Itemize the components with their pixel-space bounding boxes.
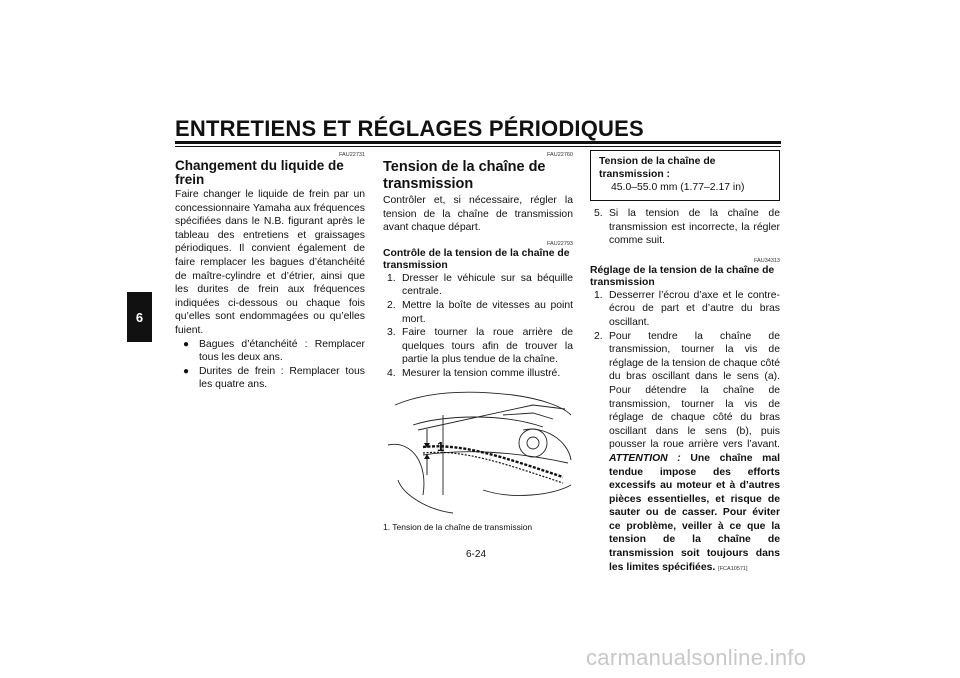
- step-item: [383, 299, 573, 326]
- step-number: 2.: [387, 299, 396, 311]
- step-item: [590, 207, 780, 248]
- figure-callout-label: 1: [437, 438, 445, 454]
- spec-box-value: 45.0–55.0 mm (1.77–2.17 in): [611, 182, 745, 193]
- column-chain-tension: [383, 150, 573, 535]
- watermark: carmanualsonline.info: [586, 645, 807, 670]
- step-number: 5.: [594, 208, 603, 219]
- section-code: FAU22731: [339, 152, 365, 158]
- step-item: [590, 289, 780, 330]
- paragraph: Faire changer le liquide de frein par un concessionnaire Yamaha aux fréquences spécifiées dans le N.B. figurant après le tableau des entretiens et graissages périodiques. Il convient également de faire remplacer les bagues d’étanchéité de maître-cylindre et d’étrier, ainsi que les durites de frein aux fréquences indiquées ci-dessous ou chaque fois qu’elles sont endommagées ou qu’elles fuient.: [175, 189, 365, 336]
- step-text: Si la tension de la chaîne de transmission est incorrecte, la régler comme suit.: [609, 208, 780, 247]
- step-text: Desserrer l’écrou d’axe et le contre-écrou de part et d’autre du bras oscillant.: [609, 289, 780, 328]
- bullet-icon: ●: [183, 365, 190, 377]
- step-number: 1.: [387, 272, 396, 284]
- chain-illustration: [383, 385, 573, 515]
- attention-code: [FCA10571]: [718, 565, 748, 572]
- page-number: 6-24: [466, 549, 487, 560]
- subsection-code: FAU22793: [547, 240, 573, 247]
- spec-box: [590, 150, 780, 201]
- bullet-item: [175, 338, 365, 365]
- column-brake-fluid: [175, 150, 365, 392]
- step-text: Faire tourner la roue arrière de quelques tours afin de trouver la partie la plus tendue de la chaîne.: [402, 327, 573, 366]
- title-rule: [175, 141, 781, 144]
- column-chain-adjust: [590, 150, 780, 576]
- section-heading: Tension de la chaîne de transmission: [383, 159, 546, 192]
- subsection-code: FAU34313: [754, 257, 780, 264]
- step-number: 1.: [594, 289, 603, 301]
- step-number: 4.: [387, 367, 396, 379]
- subsection-heading: Réglage de la tension de la chaîne de transmission: [590, 264, 775, 288]
- attention-label: ATTENTION :: [609, 452, 681, 464]
- title-rule-thin: [175, 146, 781, 147]
- step-item: [590, 330, 780, 577]
- subsection-heading: Contrôle de la tension de la chaîne de transmission: [383, 247, 570, 271]
- spec-box-title: Tension de la chaîne de transmission :: [599, 156, 716, 180]
- step-number: 3.: [387, 327, 396, 339]
- bullet-text: Bagues d’étanchéité : Remplacer tous les deux ans.: [199, 338, 365, 364]
- section-heading: Changement du liquide de frein: [175, 158, 344, 187]
- step-text: Mesurer la tension comme illustré.: [402, 367, 561, 379]
- step-item: [383, 326, 573, 367]
- section-code: FAU22760: [547, 152, 573, 158]
- step-text: Dresser le véhicule sur sa béquille centrale.: [402, 272, 573, 298]
- step-item: [383, 272, 573, 299]
- chapter-tab: 6: [127, 292, 152, 342]
- step-text: Mettre la boîte de vitesses au point mort.: [402, 299, 573, 325]
- bullet-item: [175, 365, 365, 392]
- step-number: 2.: [594, 330, 603, 342]
- attention-text: Une chaîne mal tendue impose des efforts excessifs au moteur et à d’autres pièces essentielles, et risque de sauter ou de casser. Pour éviter ce problème, veiller à ce que la tension de la chaîne de transmission soit toujours dans les limites spécifiées.: [609, 452, 781, 573]
- bullet-icon: ●: [183, 338, 190, 350]
- paragraph: Contrôler et, si nécessaire, régler la tension de la chaîne de transmission avant chaque départ.: [383, 195, 573, 234]
- figure-caption: 1. Tension de la chaîne de transmission: [383, 522, 533, 533]
- step-text: Pour tendre la chaîne de transmission, tourner la vis de réglage de la tension de chaque côté du bras oscillant dans le sens (a). Pour détendre la chaîne de transmission, tourner la vis de réglage de chaque côté du bras oscillant dans le sens (b), puis pousser la roue arrière vers l’avant.: [609, 330, 780, 451]
- step-item: [383, 367, 573, 381]
- bullet-text: Durites de frein : Remplacer tous les quatre ans.: [199, 365, 365, 391]
- page-title: ENTRETIENS ET RÉGLAGES PÉRIODIQUES: [175, 116, 644, 141]
